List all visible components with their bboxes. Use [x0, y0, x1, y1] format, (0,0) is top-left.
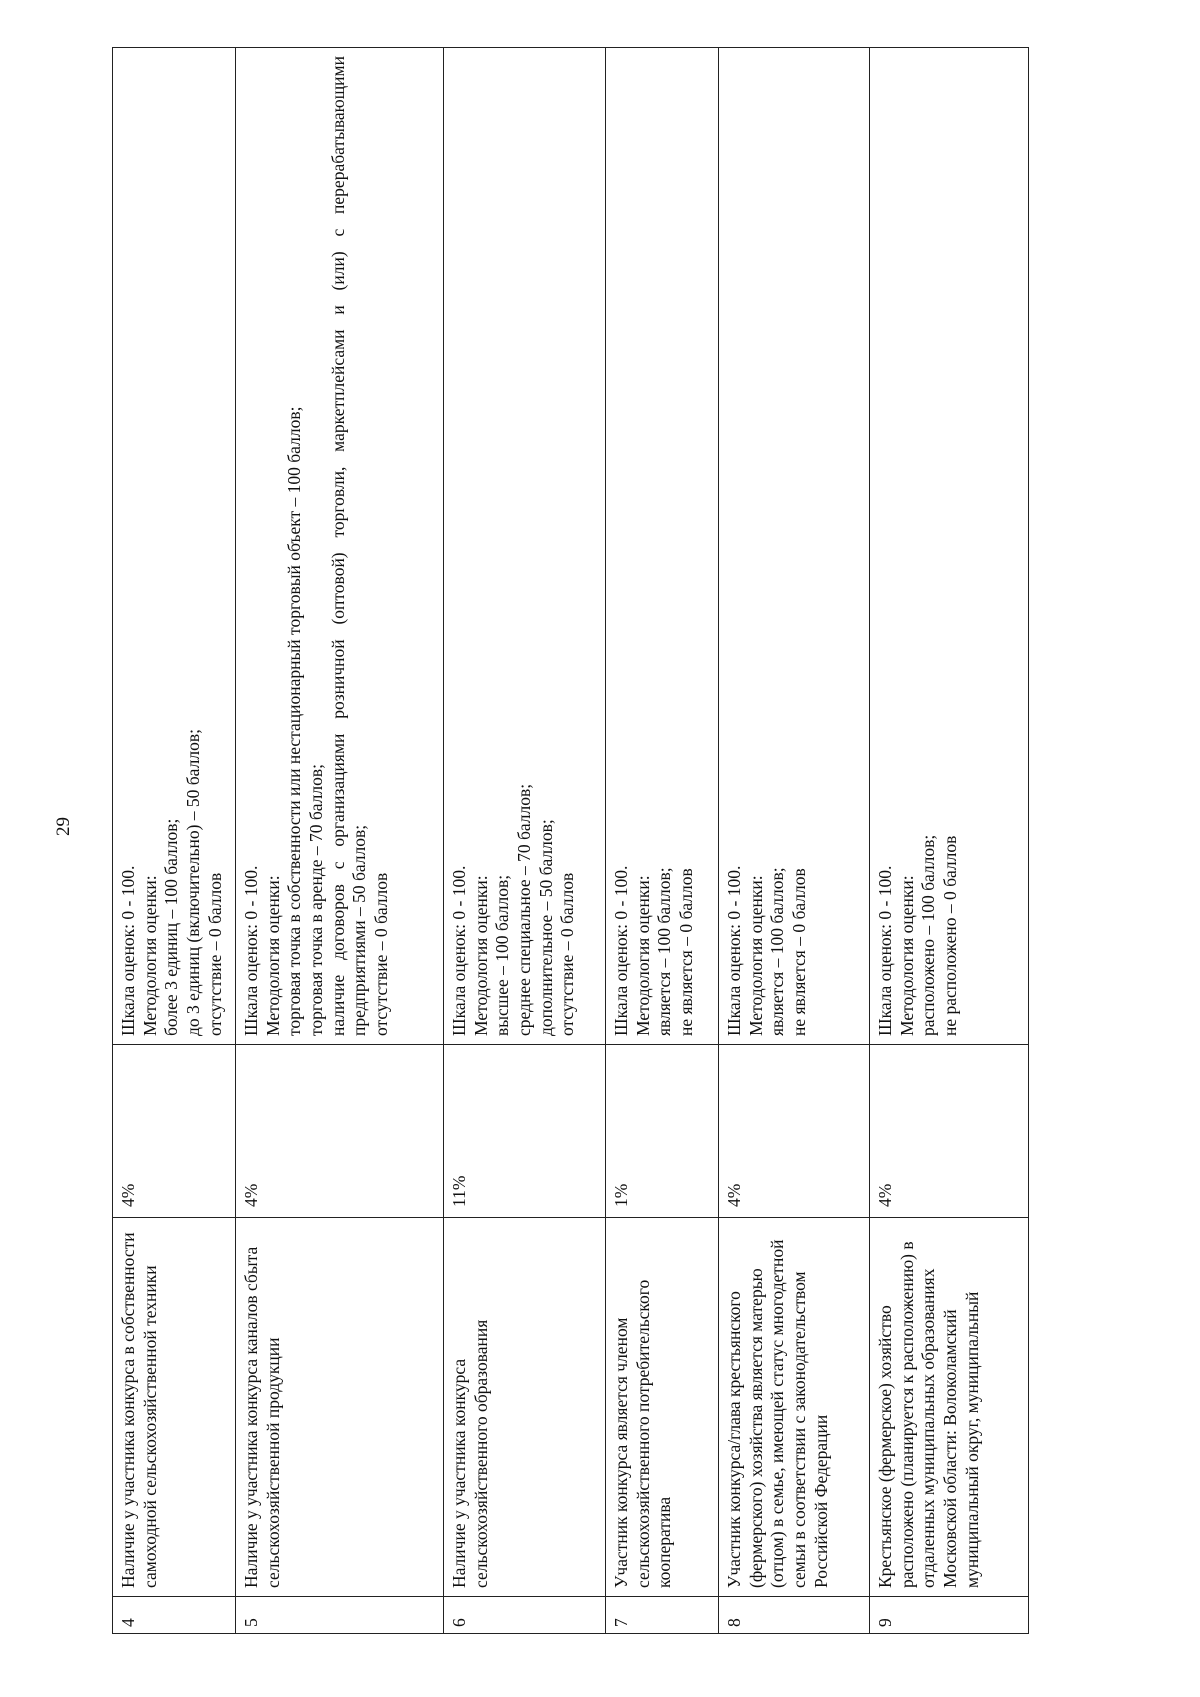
method-line: Методология оценки:: [745, 875, 766, 1036]
weight-cell: 4%: [870, 1045, 1029, 1218]
methodology-cell: [606, 48, 719, 1045]
method-line: не является – 0 баллов: [789, 868, 810, 1036]
method-line: отсутствие – 0 баллов: [371, 872, 392, 1036]
table-row: [870, 48, 1029, 1634]
criterion-cell: Наличие у участника конкурса в собственности самоходной сельскохозяйственной техники: [113, 1218, 236, 1597]
methodology-cell: [236, 48, 444, 1045]
table-row: [236, 48, 444, 1634]
criterion-cell: Участник конкурса/глава крестьянского (фермерского) хозяйства является матерью (отцом) в семье, имеющей статус многодетной семьи в соответствии с законодательством Российской Федерации: [719, 1218, 870, 1597]
method-line: среднее специальное – 70 баллов;: [514, 783, 535, 1036]
method-line: Методология оценки:: [262, 875, 283, 1036]
row-number: 6: [444, 1597, 606, 1634]
method-line: Шкала оценок: 0 - 100.: [118, 865, 138, 1036]
criteria-table-wrapper: [112, 56, 1028, 1634]
table-row: [606, 48, 719, 1634]
weight-cell: 11%: [444, 1045, 606, 1218]
criteria-table: [112, 47, 1029, 1634]
row-number: 4: [113, 1597, 236, 1634]
method-line: Шкала оценок: 0 - 100.: [241, 865, 261, 1036]
method-line: не является – 0 баллов: [676, 868, 697, 1036]
page-number: 29: [53, 817, 74, 836]
method-line: дополнительное – 50 баллов;: [535, 819, 556, 1036]
method-line: является – 100 баллов;: [767, 867, 788, 1036]
criterion-cell: Участник конкурса является членом сельскохозяйственного потребительского кооператива: [606, 1218, 719, 1597]
row-number: 9: [870, 1597, 1029, 1634]
weight-cell: 1%: [606, 1045, 719, 1218]
method-line: отсутствие – 0 баллов: [557, 872, 578, 1036]
method-line: Методология оценки:: [632, 875, 653, 1036]
method-line: наличие договоров с организациями розничной (оптовой) торговли, маркетплейсами и (или) с перерабатывающими предприятиями – 50 баллов;: [327, 56, 370, 1036]
criterion-cell: Наличие у участника конкурса каналов сбыта сельскохозяйственной продукции: [236, 1218, 444, 1597]
method-line: Методология оценки:: [896, 875, 917, 1036]
method-line: не расположено – 0 баллов: [940, 835, 961, 1036]
weight-cell: 4%: [236, 1045, 444, 1218]
method-line: Шкала оценок: 0 - 100.: [724, 865, 744, 1036]
method-line: Шкала оценок: 0 - 100.: [611, 865, 631, 1036]
table-row: [444, 48, 606, 1634]
method-line: высшее – 100 баллов;: [492, 874, 513, 1036]
method-line: Шкала оценок: 0 - 100.: [875, 865, 895, 1036]
method-line: является – 100 баллов;: [654, 867, 675, 1036]
methodology-cell: [113, 48, 236, 1045]
method-line: Методология оценки:: [470, 875, 491, 1036]
table-row: [719, 48, 870, 1634]
method-line: более 3 единиц – 100 баллов;: [161, 818, 182, 1036]
methodology-cell: [870, 48, 1029, 1045]
weight-cell: 4%: [113, 1045, 236, 1218]
row-number: 8: [719, 1597, 870, 1634]
method-line: торговая точка в собственности или нестационарный торговый объект – 100 баллов;: [284, 406, 305, 1036]
table-row: [113, 48, 236, 1634]
criterion-cell: Наличие у участника конкурса сельскохозяйственного образования: [444, 1218, 606, 1597]
method-line: Методология оценки:: [139, 875, 160, 1036]
criterion-cell: Крестьянское (фермерское) хозяйство расположено (планируется к расположению) в отдаленных муниципальных образованиях Московской области: Волоколамский муниципальный округ, муниципальный: [870, 1218, 1029, 1597]
method-line: торговая точка в аренде – 70 баллов;: [306, 763, 327, 1036]
methodology-cell: [719, 48, 870, 1045]
methodology-cell: [444, 48, 606, 1045]
row-number: 5: [236, 1597, 444, 1634]
method-line: расположено – 100 баллов;: [918, 834, 939, 1036]
method-line: Шкала оценок: 0 - 100.: [449, 865, 469, 1036]
weight-cell: 4%: [719, 1045, 870, 1218]
method-line: до 3 единиц (включительно) – 50 баллов;: [183, 729, 204, 1036]
row-number: 7: [606, 1597, 719, 1634]
method-line: отсутствие – 0 баллов: [204, 872, 225, 1036]
